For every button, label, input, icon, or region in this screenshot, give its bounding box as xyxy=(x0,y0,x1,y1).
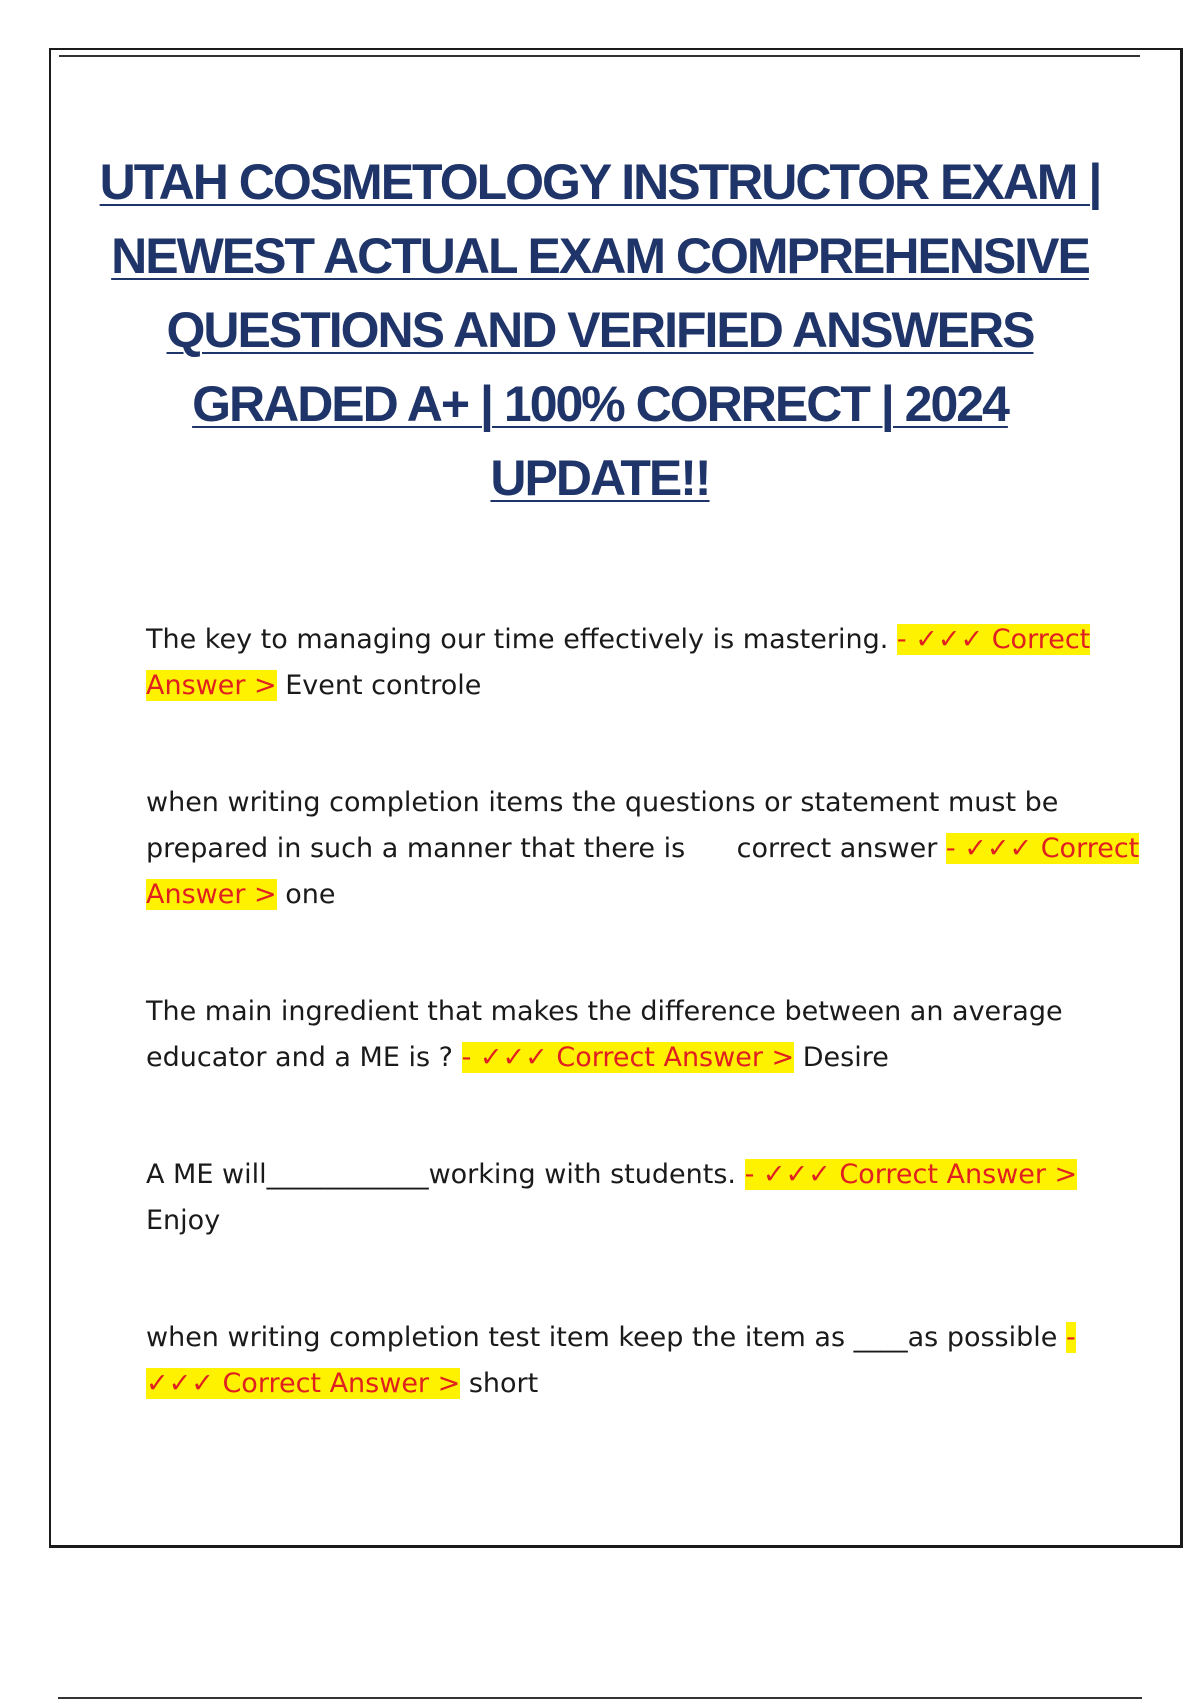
qa-item xyxy=(146,1315,1140,1407)
answer-text: one xyxy=(285,879,336,910)
correct-answer-marker: - ✓✓✓ Correct Answer > xyxy=(146,833,1140,910)
answer-text: Desire xyxy=(802,1042,889,1073)
correct-answer-marker: - ✓✓✓ Correct Answer > xyxy=(146,624,1091,701)
document-title: UTAH COSMETOLOGY INSTRUCTOR EXAM | NEWEST ACTUAL EXAM COMPREHENSIVE QUESTIONS AND VERIFIED ANSWERS GRADED A+ | 100% CORRECT | 2024 UPDATE!! xyxy=(99,154,1101,506)
question-text: when writing completion test item keep the item as ____as possible xyxy=(146,1322,1058,1353)
qa-item xyxy=(146,780,1140,918)
top-rule xyxy=(59,55,1140,57)
qa-item xyxy=(146,1152,1140,1244)
question-text: The main ingredient that makes the difference between an average educator and a ME is ? xyxy=(146,996,1063,1073)
bottom-rule xyxy=(58,1697,1142,1699)
question-text: when writing completion items the questions or statement must be prepared in such a manner that there is correct answer xyxy=(146,787,1067,864)
qa-list xyxy=(146,617,1140,1407)
qa-item xyxy=(146,617,1140,709)
correct-answer-marker: - ✓✓✓ Correct Answer > xyxy=(461,1042,795,1073)
answer-text: Enjoy xyxy=(146,1205,221,1236)
question-text: The key to managing our time effectively is mastering. xyxy=(146,624,889,655)
answer-text: Event controle xyxy=(285,670,482,701)
question-text: A ME will____________working with students. xyxy=(146,1159,736,1190)
correct-answer-marker: - ✓✓✓ Correct Answer > xyxy=(744,1159,1078,1190)
qa-item xyxy=(146,989,1140,1081)
correct-answer-marker: - ✓✓✓ Correct Answer > xyxy=(146,1322,1076,1399)
answer-text: short xyxy=(468,1368,539,1399)
